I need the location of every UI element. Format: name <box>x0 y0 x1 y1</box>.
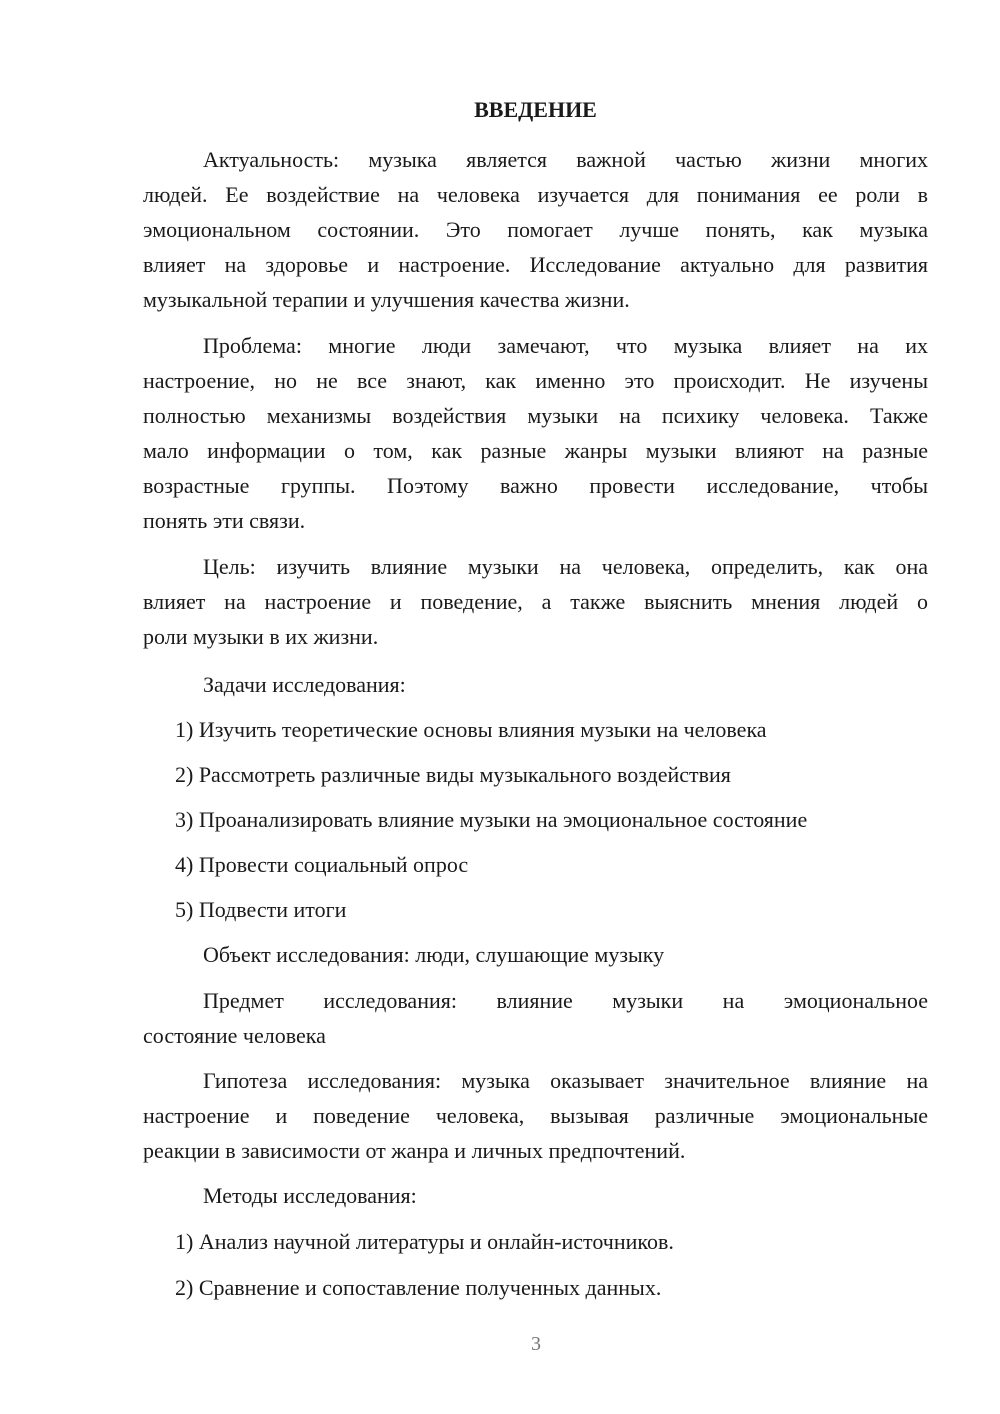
text-line: Проблема: многие люди замечают, что музыка влияет на их <box>203 333 928 358</box>
page-number: 3 <box>531 1333 541 1355</box>
tasks-heading: Задачи исследования: <box>203 672 406 697</box>
text-line: мало информации о том, как разные жанры музыки влияют на разные <box>143 438 928 463</box>
methods-heading: Методы исследования: <box>203 1183 417 1208</box>
method-item: 1) Анализ научной литературы и онлайн-источников. <box>175 1229 674 1254</box>
text-line: возрастные группы. Поэтому важно провести исследование, чтобы <box>143 473 928 498</box>
subject-paragraph <box>143 983 928 1053</box>
document-page <box>143 92 928 1305</box>
task-item: 2) Рассмотреть различные виды музыкального воздействия <box>175 762 731 787</box>
text-line: людей. Ее воздействие на человека изучается для понимания ее роли в <box>143 182 928 207</box>
task-item: 3) Проанализировать влияние музыки на эмоциональное состояние <box>175 807 808 832</box>
problem-paragraph <box>143 328 928 538</box>
text-line: понять эти связи. <box>143 508 306 533</box>
text-line: влияет на здоровье и настроение. Исследование актуально для развития <box>143 252 928 277</box>
task-item: 5) Подвести итоги <box>175 897 347 922</box>
text-line: Актуальность: музыка является важной частью жизни многих <box>203 147 928 172</box>
text-line: Цель: изучить влияние музыки на человека, определить, как она <box>203 554 928 579</box>
text-line: реакции в зависимости от жанра и личных предпочтений. <box>143 1138 686 1163</box>
text-line: роли музыки в их жизни. <box>143 624 379 649</box>
object-line: Объект исследования: люди, слушающие музыку <box>203 942 665 967</box>
text-line: состояние человека <box>143 1023 326 1048</box>
text-line: полностью механизмы воздействия музыки на психику человека. Также <box>143 403 928 428</box>
goal-paragraph <box>143 549 928 654</box>
section-title: ВВЕДЕНИЕ <box>474 97 597 122</box>
task-item: 1) Изучить теоретические основы влияния музыки на человека <box>175 717 767 742</box>
relevance-paragraph <box>143 142 928 317</box>
text-line: эмоциональном состоянии. Это помогает лучше понять, как музыка <box>143 217 928 242</box>
text-line: Гипотеза исследования: музыка оказывает значительное влияние на <box>203 1068 928 1093</box>
task-item: 4) Провести социальный опрос <box>175 852 469 877</box>
text-line: Предмет исследования: влияние музыки на эмоциональное <box>203 988 928 1013</box>
text-line: настроение, но не все знают, как именно это происходит. Не изучены <box>143 368 928 393</box>
text-line: музыкальной терапии и улучшения качества жизни. <box>143 287 630 312</box>
method-item: 2) Сравнение и сопоставление полученных данных. <box>175 1275 662 1300</box>
text-line: влияет на настроение и поведение, а также выяснить мнения людей о <box>143 589 928 614</box>
text-line: настроение и поведение человека, вызывая различные эмоциональные <box>143 1103 928 1128</box>
hypothesis-paragraph <box>143 1063 928 1168</box>
